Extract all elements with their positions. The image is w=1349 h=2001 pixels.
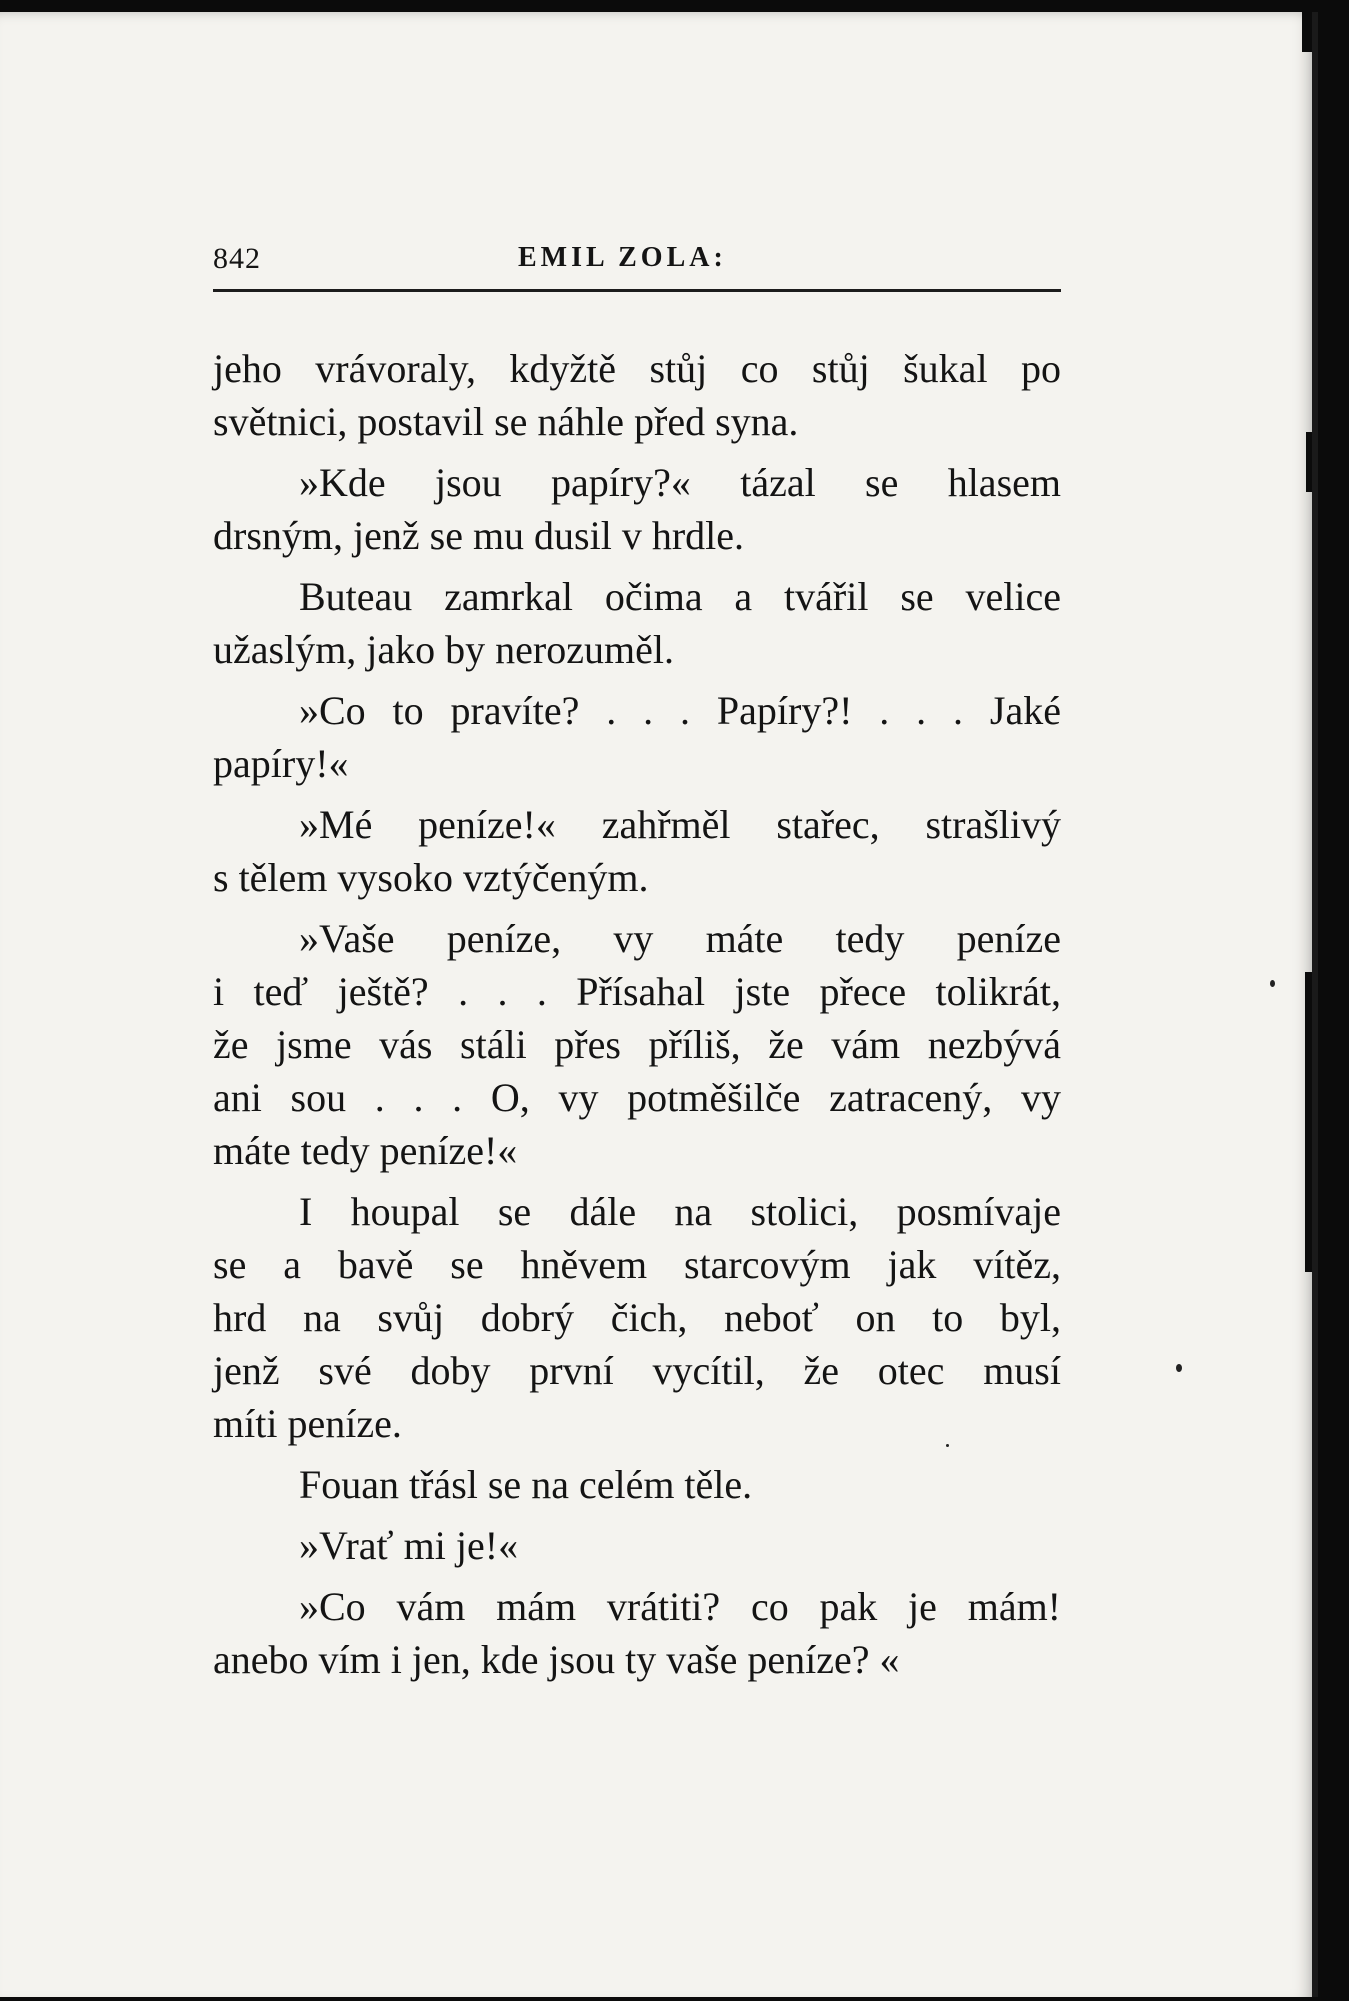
paragraph <box>213 342 1061 448</box>
running-head <box>213 238 1061 282</box>
body-text <box>213 342 1061 1686</box>
paragraph <box>213 1458 1061 1511</box>
header-rule <box>213 289 1061 292</box>
text-line: míti peníze. <box>213 1401 402 1446</box>
paragraph-gap <box>213 1572 1061 1580</box>
paragraph <box>213 1580 1061 1686</box>
paragraph-gap <box>213 1177 1061 1185</box>
text-line: papíry!« <box>213 741 349 786</box>
paragraph <box>213 1185 1061 1450</box>
text-line: užaslým, jako by nerozuměl. <box>213 627 674 672</box>
text-line: hrd na svůj dobrý čich, neboť on to byl, <box>213 1295 1061 1340</box>
paragraph-gap <box>213 904 1061 912</box>
print-speck <box>1270 980 1275 987</box>
text-line: i teď ještě? . . . Přísahal jste přece tolikrát, <box>213 969 1061 1014</box>
text-line: se a bavě se hněvem starcovým jak vítěz, <box>213 1242 1061 1287</box>
paragraph-gap <box>213 1511 1061 1519</box>
text-line: »Mé peníze!« zahřměl stařec, strašlivý <box>299 802 1061 847</box>
paragraph <box>213 912 1061 1177</box>
text-line: že jsme vás stáli přes příliš, že vám nezbývá <box>213 1022 1061 1067</box>
paragraph <box>213 1519 1061 1572</box>
spine-shadow <box>1302 12 1312 52</box>
text-line: »Vaše peníze, vy máte tedy peníze <box>299 916 1061 961</box>
text-line: I houpal se dále na stolici, posmívaje <box>299 1189 1061 1234</box>
paragraph-gap <box>213 448 1061 456</box>
page-number: 842 <box>213 242 261 275</box>
text-line: »Co to pravíte? . . . Papíry?! . . . Jaké <box>299 688 1061 733</box>
running-head-title: EMIL ZOLA: <box>518 242 727 273</box>
paragraph-gap <box>213 676 1061 684</box>
paragraph <box>213 570 1061 676</box>
text-line: anebo vím i jen, kde jsou ty vaše peníze? « <box>213 1637 900 1682</box>
text-line: jenž své doby první vycítil, že otec musí <box>213 1348 1061 1393</box>
text-line: »Vrať mi je!« <box>299 1523 519 1568</box>
paragraph <box>213 684 1061 790</box>
paragraph <box>213 456 1061 562</box>
text-line: »Kde jsou papíry?« tázal se hlasem <box>299 460 1061 505</box>
text-line: ani sou . . . O, vy potměšilče zatracený, vy <box>213 1075 1061 1120</box>
text-line: Buteau zamrkal očima a tvářil se velice <box>299 574 1061 619</box>
paragraph <box>213 798 1061 904</box>
paragraph-gap <box>213 1450 1061 1458</box>
text-line: s tělem vysoko vztýčeným. <box>213 855 649 900</box>
paragraph-gap <box>213 562 1061 570</box>
text-line: drsným, jenž se mu dusil v hrdle. <box>213 513 745 558</box>
spine-shadow <box>1306 432 1312 492</box>
spine-shadow <box>1305 972 1312 1272</box>
paragraph-gap <box>213 790 1061 798</box>
text-line: světnici, postavil se náhle před syna. <box>213 399 799 444</box>
text-line: »Co vám mám vrátiti? co pak je mám! <box>299 1584 1061 1629</box>
print-speck <box>1176 1364 1182 1372</box>
text-line: Fouan třásl se na celém těle. <box>299 1462 753 1507</box>
text-line: jeho vrávoraly, kdyžtě stůj co stůj šukal po <box>213 346 1061 391</box>
text-line: máte tedy peníze!« <box>213 1128 518 1173</box>
